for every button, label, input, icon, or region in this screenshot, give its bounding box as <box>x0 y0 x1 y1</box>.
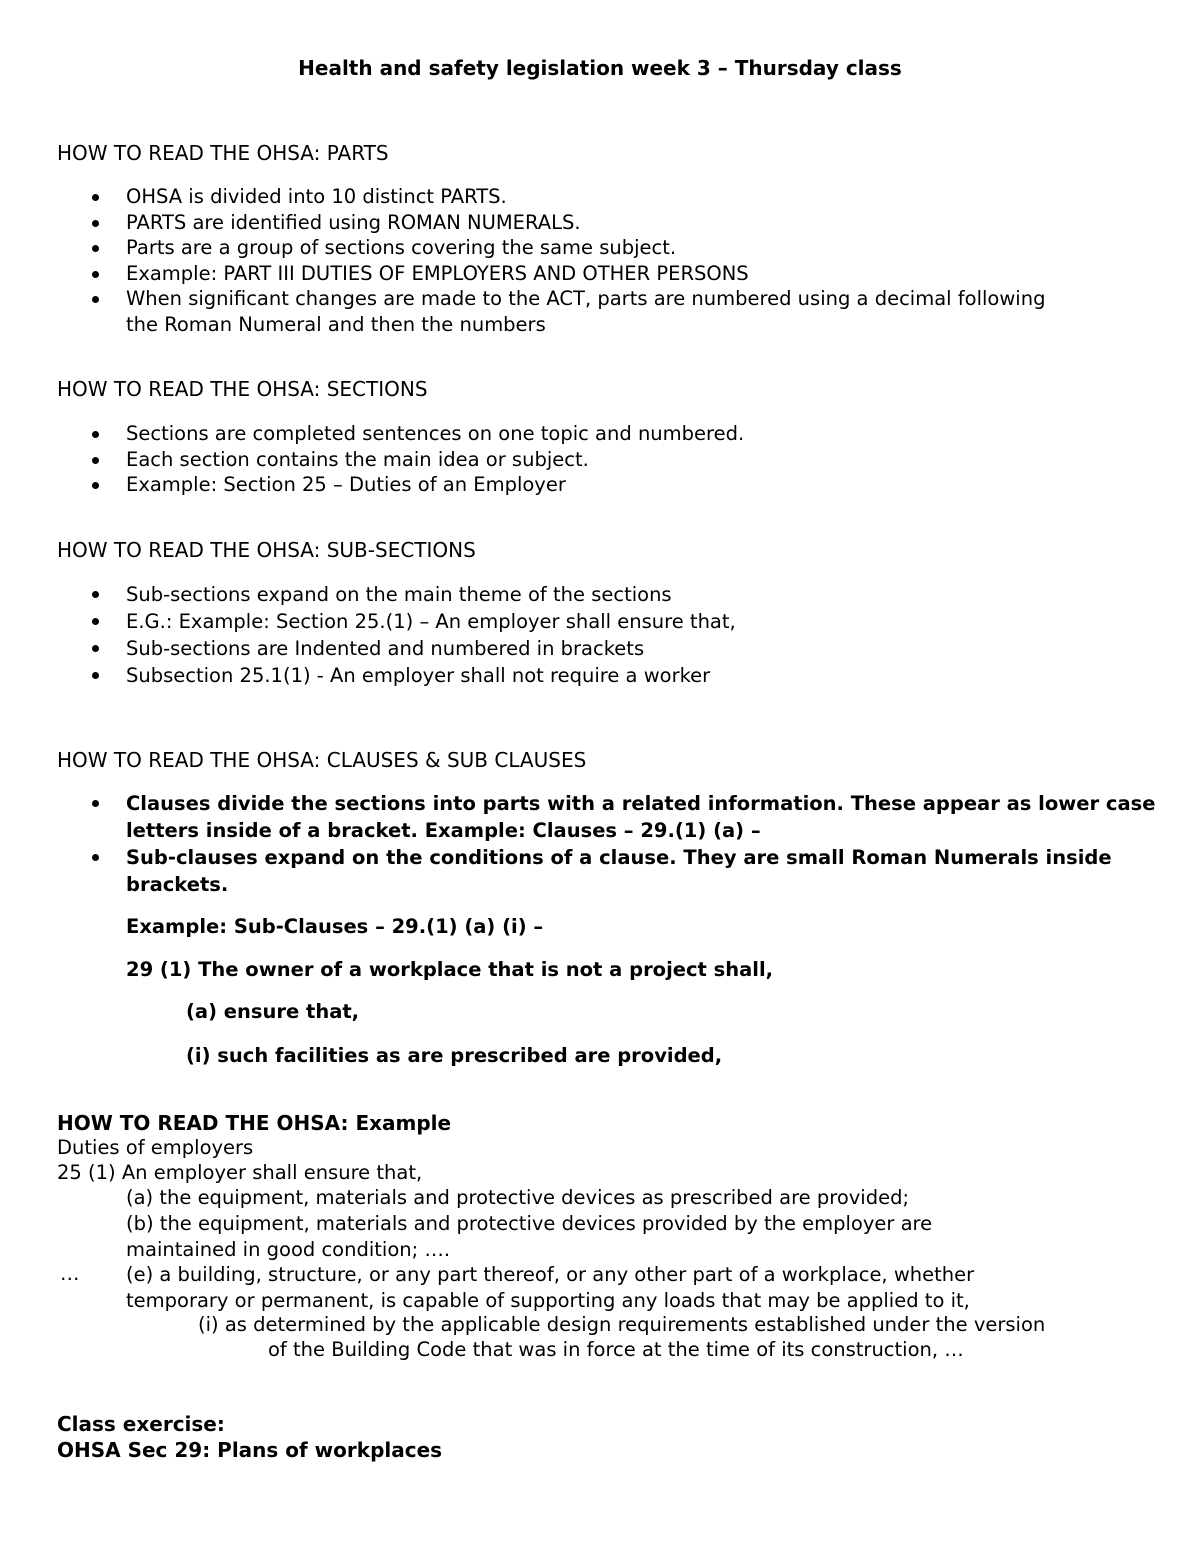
list-item: When significant changes are made to the ACT, parts are numbered using a decimal following the Roman Numeral and then the numbers <box>57 286 1046 337</box>
example-item-e: (e) a building, structure, or any part thereof, or any other part of a workplace, whether temporary or permanent, is capable of supporting any loads that may be applied to it, <box>126 1263 975 1312</box>
clause-i-line: (i) such facilities as are prescribed are provided, <box>186 1044 723 1067</box>
heading-parts: HOW TO READ THE OHSA: PARTS <box>57 141 389 165</box>
list-item: E.G.: Example: Section 25.(1) – An employer shall ensure that, <box>57 608 1167 635</box>
example-item-b: (b) the equipment, materials and protective devices provided by the employer are maintained in good condition; …. <box>126 1212 933 1261</box>
example-item-i: (i) as determined by the applicable design requirements established under the version <box>198 1313 1046 1336</box>
heading-example: HOW TO READ THE OHSA: Example <box>57 1111 452 1135</box>
list-item: Example: Section 25 – Duties of an Employer <box>57 472 1167 498</box>
example-item-a: (a) the equipment, materials and protective devices as prescribed are provided; <box>126 1186 910 1209</box>
example-line-25: 25 (1) An employer shall ensure that, <box>57 1161 423 1184</box>
list-item: Parts are a group of sections covering the same subject. <box>57 235 1167 261</box>
clause-a-line: (a) ensure that, <box>186 1000 360 1023</box>
heading-clauses: HOW TO READ THE OHSA: CLAUSES & SUB CLAUSES <box>57 748 587 772</box>
document-title: Health and safety legislation week 3 – Thursday class <box>298 56 902 80</box>
section-29-line: 29 (1) The owner of a workplace that is not a project shall, <box>126 958 774 981</box>
list-item: Sub-sections expand on the main theme of the sections <box>57 581 1167 608</box>
list-sections <box>57 421 1167 498</box>
list-clauses <box>57 790 1167 898</box>
class-exercise-label: Class exercise: <box>57 1412 225 1436</box>
example-ellipsis: … <box>60 1262 80 1285</box>
list-item: PARTS are identified using ROMAN NUMERALS. <box>57 210 1167 236</box>
list-item: Sub-sections are Indented and numbered in brackets <box>57 635 1167 662</box>
example-subtitle: Duties of employers <box>57 1136 254 1159</box>
example-subclauses-label: Example: Sub-Clauses – 29.(1) (a) (i) – <box>126 915 544 938</box>
list-item: Each section contains the main idea or subject. <box>57 447 1167 473</box>
heading-sections: HOW TO READ THE OHSA: SECTIONS <box>57 377 428 401</box>
list-item: Example: PART III DUTIES OF EMPLOYERS AND OTHER PERSONS <box>57 261 1167 287</box>
example-item-i-continued: of the Building Code that was in force at the time of its construction, … <box>268 1338 964 1361</box>
heading-subsections: HOW TO READ THE OHSA: SUB-SECTIONS <box>57 538 476 562</box>
list-item: Clauses divide the sections into parts with a related information. These appear as lower case letters inside of a bracket. Example: Clauses – 29.(1) (a) – <box>57 790 1167 844</box>
list-item: Subsection 25.1(1) - An employer shall not require a worker <box>57 662 1167 689</box>
list-item: Sections are completed sentences on one topic and numbered. <box>57 421 1167 447</box>
list-item: OHSA is divided into 10 distinct PARTS. <box>57 184 1167 210</box>
class-exercise-task: OHSA Sec 29: Plans of workplaces <box>57 1438 443 1462</box>
list-item: Sub-clauses expand on the conditions of a clause. They are small Roman Numerals inside brackets. <box>57 844 1167 898</box>
list-parts <box>57 184 1167 337</box>
list-subsections <box>57 581 1167 689</box>
